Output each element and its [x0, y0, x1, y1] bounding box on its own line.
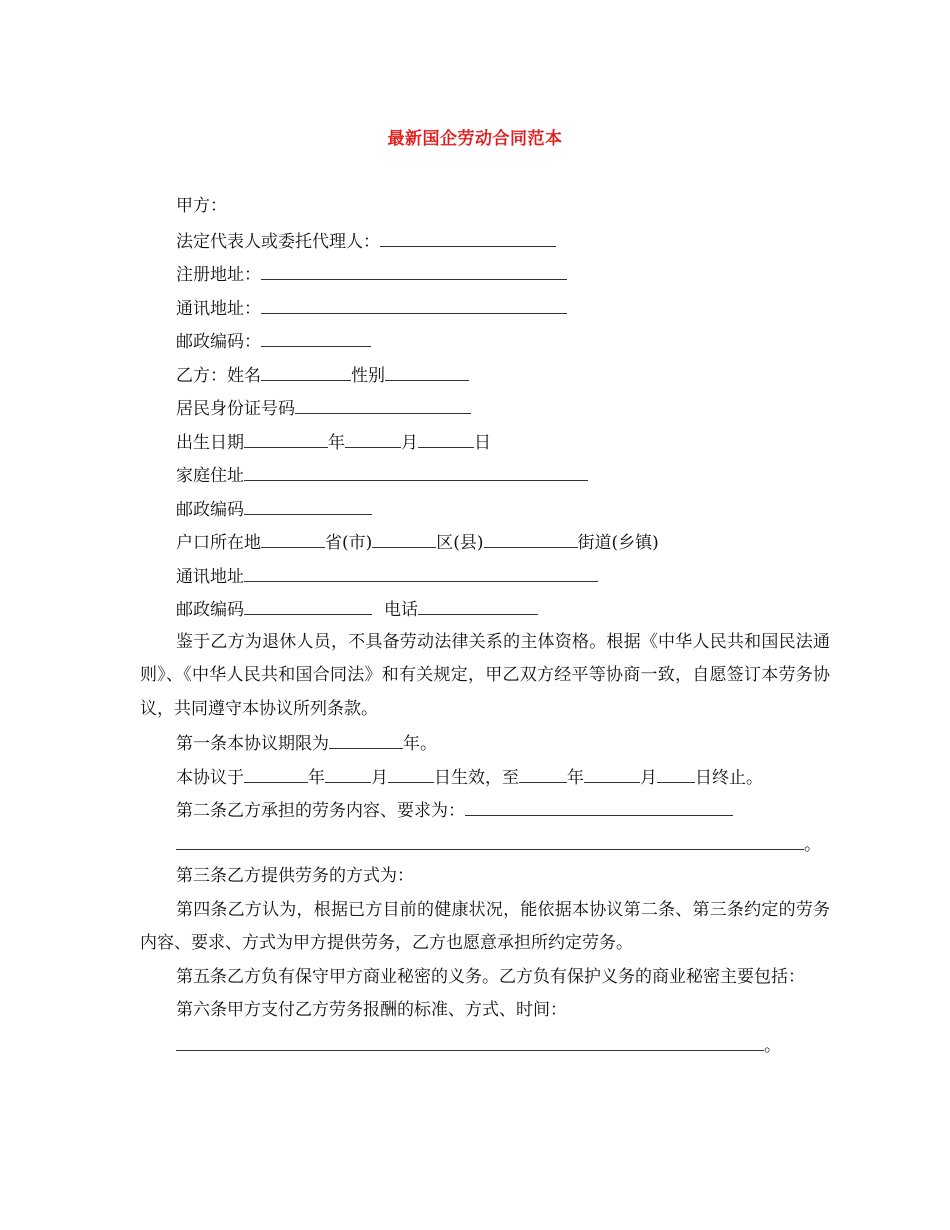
district-blank[interactable] [372, 525, 436, 548]
article2-period: 。 [804, 834, 821, 855]
birth-month-label: 月 [401, 432, 418, 453]
start-year-blank[interactable] [244, 760, 308, 783]
district-label: 区(县) [436, 533, 484, 553]
postcode-b-blank[interactable] [244, 492, 372, 515]
mail-address-a-label: 通讯地址： [176, 298, 261, 319]
article3-line [140, 860, 830, 894]
province-blank[interactable] [261, 525, 325, 548]
id-number-blank[interactable] [295, 391, 471, 414]
document-title: 最新国企劳动合同范本 [387, 129, 563, 149]
party-b-line [140, 358, 830, 392]
article6-continuation [140, 1028, 830, 1062]
term-month-label: 月 [371, 767, 388, 788]
article3-label: 第三条乙方提供劳务的方式为： [176, 866, 414, 886]
mail-address-b-blank[interactable] [244, 559, 598, 582]
street-label: 街道(乡镇) [577, 533, 659, 553]
reg-address-blank[interactable] [261, 257, 567, 280]
term-line [140, 760, 830, 794]
article2-continuation [140, 827, 830, 861]
party-b-name-label: 乙方：姓名 [176, 365, 261, 386]
legal-rep-label: 法定代表人或委托代理人： [176, 231, 380, 252]
article6-period: 。 [764, 1035, 781, 1056]
article2-line [140, 793, 830, 827]
party-a-label: 甲方： [176, 196, 227, 216]
postcode-b-label: 邮政编码 [176, 499, 244, 520]
article1-unit: 年。 [403, 734, 437, 754]
birth-day-blank[interactable] [418, 425, 474, 448]
home-address-line [140, 458, 830, 492]
start-day-blank[interactable] [388, 760, 434, 783]
reg-address-line [140, 257, 830, 291]
postcode-c-blank[interactable] [244, 592, 372, 615]
mail-address-b-line [140, 559, 830, 593]
phone-label: 电话 [384, 600, 418, 620]
article2-blank-2[interactable] [176, 827, 804, 850]
reg-address-label: 注册地址： [176, 265, 261, 285]
preamble-paragraph: 鉴于乙方为退休人员，不具备劳动法律关系的主体资格。根据《中华人民共和国民法通则》、《中华人民共和国合同法》和有关规定，甲乙双方经平等协商一致，自愿签订本劳务协议，共同遵守本协议所列条款。 [140, 631, 830, 719]
postcode-b-line [140, 492, 830, 526]
birth-date-line [140, 425, 830, 459]
end-day-blank[interactable] [657, 760, 695, 783]
term-month2-label: 月 [640, 767, 657, 788]
document-body [140, 190, 830, 1061]
article4-paragraph: 第四条乙方认为，根据已方目前的健康状况，能依据本协议第二条、第三条约定的劳务内容、要求、方式为甲方提供劳务，乙方也愿意承担所约定劳务。 [140, 899, 830, 953]
home-address-blank[interactable] [244, 458, 588, 481]
gender-label: 性别 [351, 365, 385, 386]
postcode-a-label: 邮政编码： [176, 332, 261, 352]
article1-label: 第一条本协议期限为 [176, 734, 329, 754]
postcode-c-line [140, 592, 830, 626]
legal-rep-line [140, 224, 830, 258]
phone-blank[interactable] [418, 592, 538, 615]
postcode-a-line [140, 324, 830, 358]
party-a-line [140, 190, 830, 224]
term-year-label: 年 [308, 767, 325, 788]
mail-address-a-line [140, 291, 830, 325]
article5-paragraph: 第五条乙方负有保守甲方商业秘密的义务。乙方负有保护义务的商业秘密主要包括： [176, 966, 805, 987]
mail-address-b-label: 通讯地址 [176, 566, 244, 587]
birth-month-blank[interactable] [345, 425, 401, 448]
home-address-label: 家庭住址 [176, 466, 244, 486]
id-number-label: 居民身份证号码 [176, 399, 295, 419]
hukou-line [140, 525, 830, 559]
term-effective-label: 日生效，至 [434, 767, 519, 788]
postcode-c-label: 邮政编码 [176, 600, 244, 620]
term-start-label: 本协议于 [176, 767, 244, 788]
term-years-blank[interactable] [329, 726, 403, 749]
hukou-label: 户口所在地 [176, 533, 261, 553]
birth-date-label: 出生日期 [176, 432, 244, 453]
article6-line [140, 994, 830, 1028]
article1-line [140, 726, 830, 760]
name-blank[interactable] [261, 358, 351, 381]
end-month-blank[interactable] [584, 760, 640, 783]
end-year-blank[interactable] [519, 760, 567, 783]
article2-blank[interactable] [465, 793, 733, 816]
mail-address-a-blank[interactable] [261, 291, 567, 314]
id-number-line [140, 391, 830, 425]
article2-label: 第二条乙方承担的劳务内容、要求为： [176, 801, 465, 821]
article6-label: 第六条甲方支付乙方劳务报酬的标准、方式、时间： [176, 1000, 567, 1020]
start-month-blank[interactable] [325, 760, 371, 783]
street-blank[interactable] [484, 525, 578, 548]
birth-year-label: 年 [328, 432, 345, 453]
legal-rep-blank[interactable] [380, 224, 556, 247]
term-end-label: 日终止。 [695, 767, 763, 788]
birth-day-label: 日 [474, 432, 491, 453]
gender-blank[interactable] [385, 358, 469, 381]
term-year2-label: 年 [567, 767, 584, 788]
province-label: 省(市) [325, 533, 373, 553]
article6-blank[interactable] [176, 1028, 764, 1051]
birth-year-blank[interactable] [244, 425, 328, 448]
postcode-a-blank[interactable] [261, 324, 371, 347]
